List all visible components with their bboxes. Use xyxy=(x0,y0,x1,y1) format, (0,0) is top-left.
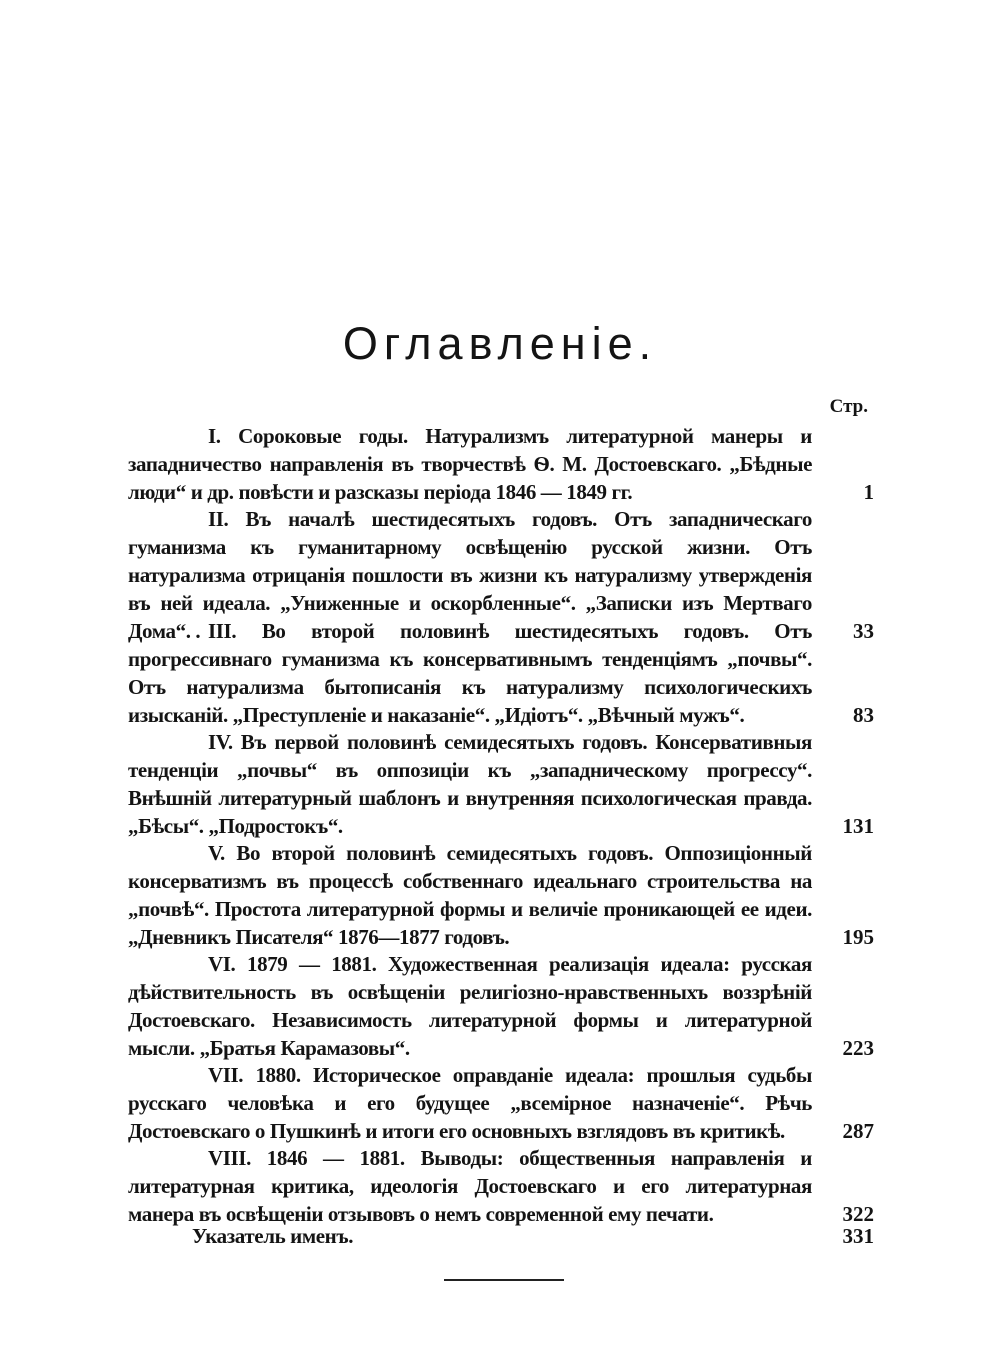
toc-entry xyxy=(128,950,874,1062)
page-number: 131 xyxy=(842,814,874,838)
page-number: 331 xyxy=(842,1224,874,1248)
toc-entry xyxy=(128,422,874,506)
page-number: 1 xyxy=(863,480,874,504)
index-title: Указатель именъ. xyxy=(192,1224,354,1248)
page-number: 223 xyxy=(842,1036,874,1060)
toc-entry-index xyxy=(128,1222,874,1250)
chapter-description: Во второй половинѣ шестидесятыхъ годовъ. Отъ прогрессивнаго гуманизма къ консервативнымъ тенденціямъ „почвы“. Отъ натурализма бытописанія къ натурализму психологическихъ изысканій. „Преступленіе и наказаніе“. „Идіотъ“. „Вѣчный мужъ“. xyxy=(128,619,813,727)
chapter-number: VIII. xyxy=(208,1146,251,1170)
closing-rule xyxy=(444,1279,564,1281)
chapter-number: I. xyxy=(208,424,221,448)
chapter-number: VII. xyxy=(208,1063,244,1087)
chapter-number: II. xyxy=(208,507,229,531)
toc-entry xyxy=(128,1061,874,1145)
page-column-label: Стр. xyxy=(829,396,868,417)
chapter-description: 1846 — 1881. Выводы: общественныя направленія и литературная критика, идеологія Достоевскаго и его литературная манера въ освѣщеніи отзывовъ о немъ современной ему печати. xyxy=(128,1146,812,1226)
toc-entry xyxy=(128,839,874,951)
page-title: Оглавленіе. xyxy=(342,318,658,369)
chapter-description: 1879 — 1881. Художественная реализація идеала: русская дѣйствительность въ освѣщеніи религіозно-нравственныхъ воззрѣній Достоевскаго. Независимость литературной формы и литературной мысли. „Братья Карамазовы“. xyxy=(128,952,812,1060)
page-number: 322 xyxy=(842,1202,874,1226)
toc-entry xyxy=(128,1144,874,1228)
chapter-description: 1880. Историческое оправданіе идеала: прошлыя судьбы русскаго человѣка и его будущее „всемірное назначеніе“. Рѣчь Достоевскаго о Пушкинѣ и итоги его основныхъ взглядовъ въ критикѣ. xyxy=(128,1063,812,1143)
chapter-number: III. xyxy=(208,619,237,643)
chapter-description: Сороковые годы. Натурализмъ литературной манеры и западничество направленія въ творчествѣ Ѳ. М. Достоевскаго. „Бѣдные люди“ и др. повѣсти и разсказы періода 1846 — 1849 гг. xyxy=(128,424,812,504)
chapter-number: IV. xyxy=(208,730,233,754)
page-number: 287 xyxy=(842,1119,874,1143)
toc-entry xyxy=(128,728,874,840)
chapter-number: V. xyxy=(208,841,225,865)
chapter-description: Въ началѣ шестидесятыхъ годовъ. Отъ западническаго гуманизма къ гуманитарному освѣщенію русской жизни. Отъ натурализма отрицанія пошлости въ жизни къ натурализму утвержденія въ ней идеала. „Униженные и оскорбленные“. „Записки изъ Мертваго Дома“. . xyxy=(128,507,812,643)
chapter-description: Въ первой половинѣ семидесятыхъ годовъ. Консервативныя тенденціи „почвы“ въ оппозиціи къ „западническому прогрессу“. Внѣшній литературный шаблонъ и внутренняя психологическая правда. „Бѣсы“. „Подростокъ“. xyxy=(128,730,812,838)
page-number: 83 xyxy=(853,703,874,727)
toc-entry xyxy=(128,617,874,729)
chapter-number: VI. xyxy=(208,952,236,976)
page-number: 33 xyxy=(853,619,874,643)
chapter-description: Во второй половинѣ семидесятыхъ годовъ. Оппозиціонный консерватизмъ въ процессѣ собственнаго идеальнаго строительства на „почвѣ“. Простота литературной формы и величіе проникающей ее идеи. „Дневникъ Писателя“ 1876—1877 годовъ. xyxy=(128,841,812,949)
page-number: 195 xyxy=(842,925,874,949)
